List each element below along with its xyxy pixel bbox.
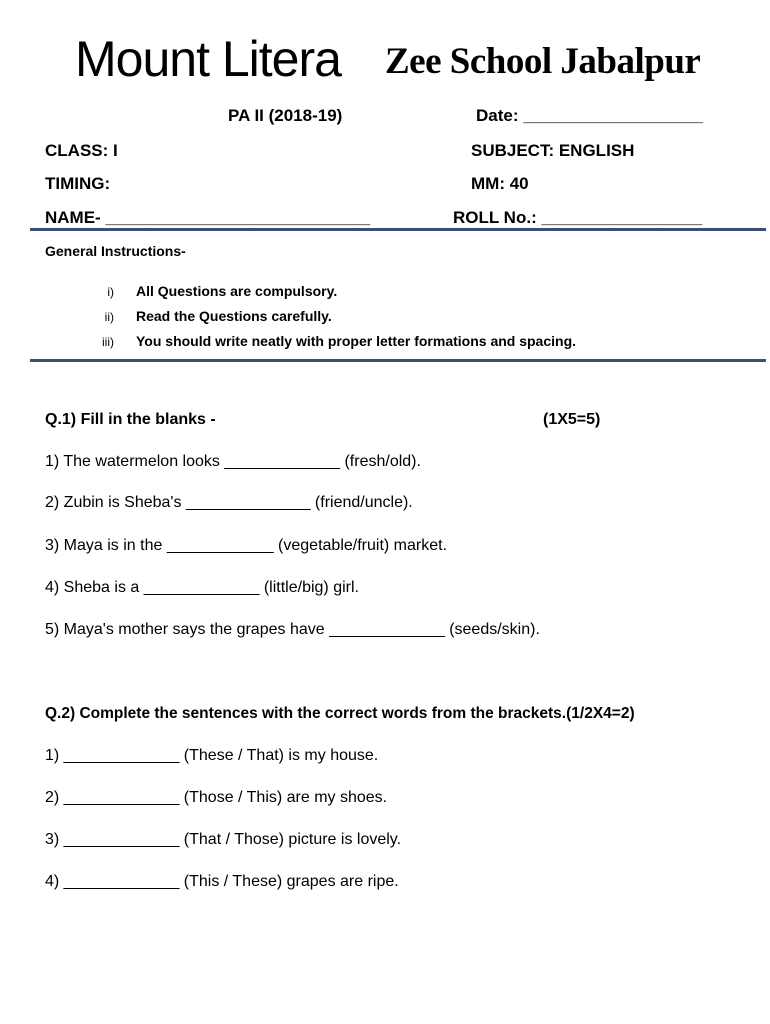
- instructions-divider: [30, 359, 766, 362]
- timing-label: TIMING:: [45, 174, 111, 193]
- question-1-marks: (1X5=5): [543, 411, 601, 428]
- question-line: 4) _____________ (This / These) grapes are ripe.: [45, 873, 399, 890]
- question-line: 4) Sheba is a _____________ (little/big) girl.: [45, 579, 359, 596]
- instruction-text: You should write neatly with proper letter formations and spacing.: [136, 333, 577, 349]
- question-line: 5) Maya's mother says the grapes have _____________ (seeds/skin).: [45, 621, 540, 638]
- subject-label: SUBJECT: ENGLISH: [471, 141, 635, 160]
- date-field: Date: ___________________: [476, 106, 703, 125]
- instruction-text: All Questions are compulsory.: [136, 283, 338, 299]
- question-line: 2) Zubin is Sheba's ______________ (friend/uncle).: [45, 494, 413, 511]
- class-label: CLASS: I: [45, 141, 118, 160]
- question-line: 3) Maya is in the ____________ (vegetable/fruit) market.: [45, 537, 448, 554]
- question-line: 3) _____________ (That / Those) picture is lovely.: [45, 831, 402, 848]
- school-name-part2: Zee School Jabalpur: [385, 41, 701, 82]
- header-divider: [30, 228, 766, 231]
- marks-label: MM: 40: [471, 174, 529, 193]
- question-line: 1) The watermelon looks _____________ (fresh/old).: [45, 453, 421, 470]
- instruction-number: ii): [104, 310, 114, 324]
- instruction-text: Read the Questions carefully.: [136, 308, 332, 324]
- question-1-title: Q.1) Fill in the blanks -: [45, 411, 216, 428]
- question-2-title: Q.2) Complete the sentences with the correct words from the brackets.(1/2X4=2): [45, 705, 635, 722]
- instruction-number: iii): [102, 335, 114, 349]
- exam-name: PA II (2018-19): [228, 106, 343, 125]
- instructions-title: General Instructions-: [45, 243, 186, 259]
- name-field: NAME- ____________________________: [45, 208, 371, 227]
- instruction-number: i): [107, 285, 114, 299]
- question-line: 2) _____________ (Those / This) are my shoes.: [45, 789, 388, 806]
- school-name-part1: Mount Litera: [75, 31, 341, 87]
- roll-number-field: ROLL No.: _________________: [453, 208, 703, 227]
- question-line: 1) _____________ (These / That) is my house.: [45, 747, 379, 764]
